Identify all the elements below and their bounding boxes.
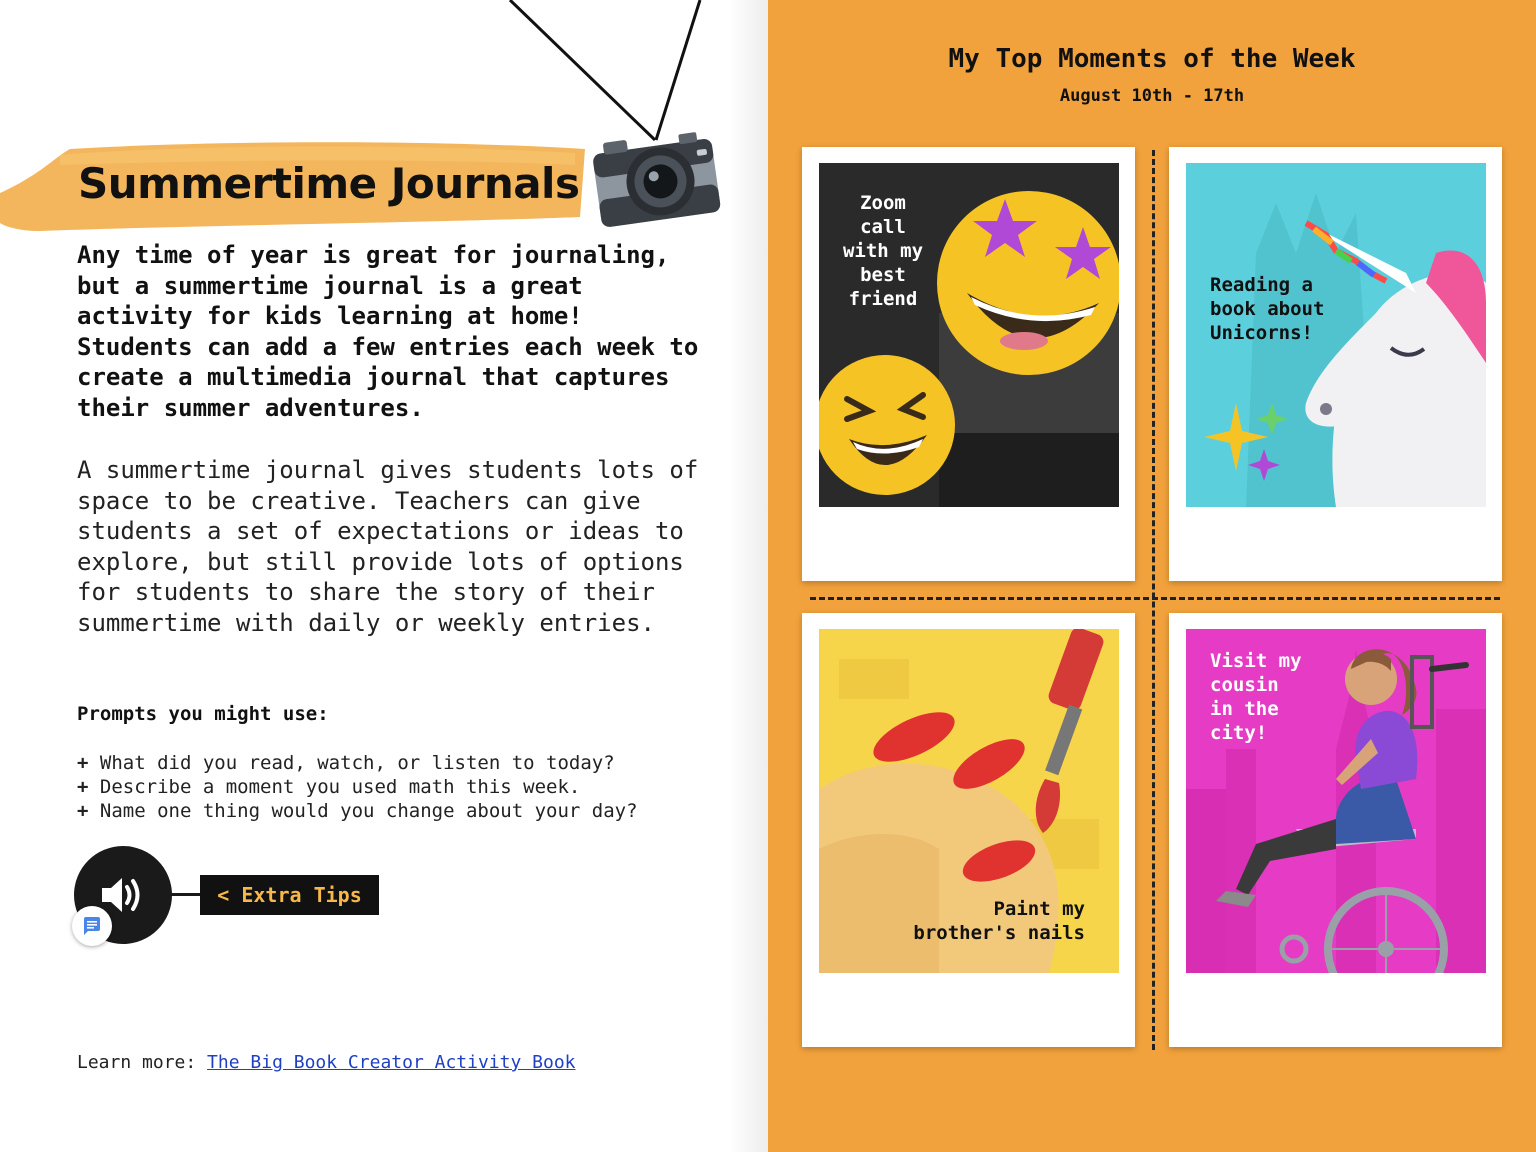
learn-more-link[interactable]: The Big Book Creator Activity Book	[207, 1052, 576, 1073]
caption-unicorn-book: Reading a book about Unicorns!	[1210, 274, 1325, 344]
prompt-text: What did you read, watch, or listen to today?	[99, 752, 615, 774]
prompt-text: Name one thing would you change about your day?	[99, 800, 638, 822]
intro-paragraph: Any time of year is great for journaling, but a summertime journal is a great activity for kids learning at home! Students can add a few entries each week to create a multimedia journal that captures their summer adventures.	[77, 241, 699, 422]
prompt-bullet: +	[77, 800, 89, 822]
vertical-dashed-divider	[1152, 150, 1155, 1050]
body-paragraph: A summertime journal gives students lots of space to be creative. Teachers can give students a set of expectations or ideas to explore, but still provide lots of options for students to share the story of their summertime with daily or weekly entries.	[77, 456, 699, 637]
prompts-list	[77, 751, 638, 823]
learn-more-prefix: Learn more:	[77, 1052, 208, 1073]
title-banner	[0, 135, 600, 235]
polaroid-card-nails[interactable]	[802, 613, 1135, 1047]
polaroid-card-zoom[interactable]	[802, 147, 1135, 581]
caption-city-visit: Visit my cousin in the city!	[1210, 650, 1302, 744]
extra-tips-button[interactable]: < Extra Tips	[200, 875, 379, 915]
moments-title: My Top Moments of the Week	[948, 44, 1356, 74]
connector-line	[170, 893, 202, 896]
camera-icon	[588, 126, 724, 234]
photo-zoom-call	[819, 163, 1119, 507]
list-item	[77, 775, 638, 799]
list-item	[77, 799, 638, 823]
page-title: Summertime Journals	[78, 159, 580, 208]
photo-city-visit	[1186, 629, 1486, 973]
photo-unicorn-book	[1186, 163, 1486, 507]
caption-zoom-call: Zoom call with my best friend	[842, 192, 924, 310]
comment-button[interactable]	[72, 906, 112, 946]
learn-more	[77, 1052, 576, 1073]
prompts-heading: Prompts you might use:	[77, 703, 329, 725]
right-page	[768, 0, 1536, 1152]
comment-icon	[82, 916, 102, 936]
book-spine-shadow	[728, 0, 768, 1152]
photo-painted-nails	[819, 629, 1119, 973]
prompt-text: Describe a moment you used math this week.	[99, 776, 581, 798]
polaroid-card-city[interactable]	[1169, 613, 1502, 1047]
polaroid-card-unicorn[interactable]	[1169, 147, 1502, 581]
moments-date-range: August 10th - 17th	[1059, 86, 1245, 106]
prompt-bullet: +	[77, 776, 89, 798]
list-item	[77, 751, 638, 775]
horizontal-dashed-divider	[810, 597, 1500, 600]
caption-painted-nails: Paint my brother's nails	[913, 898, 1085, 944]
prompt-bullet: +	[77, 752, 89, 774]
